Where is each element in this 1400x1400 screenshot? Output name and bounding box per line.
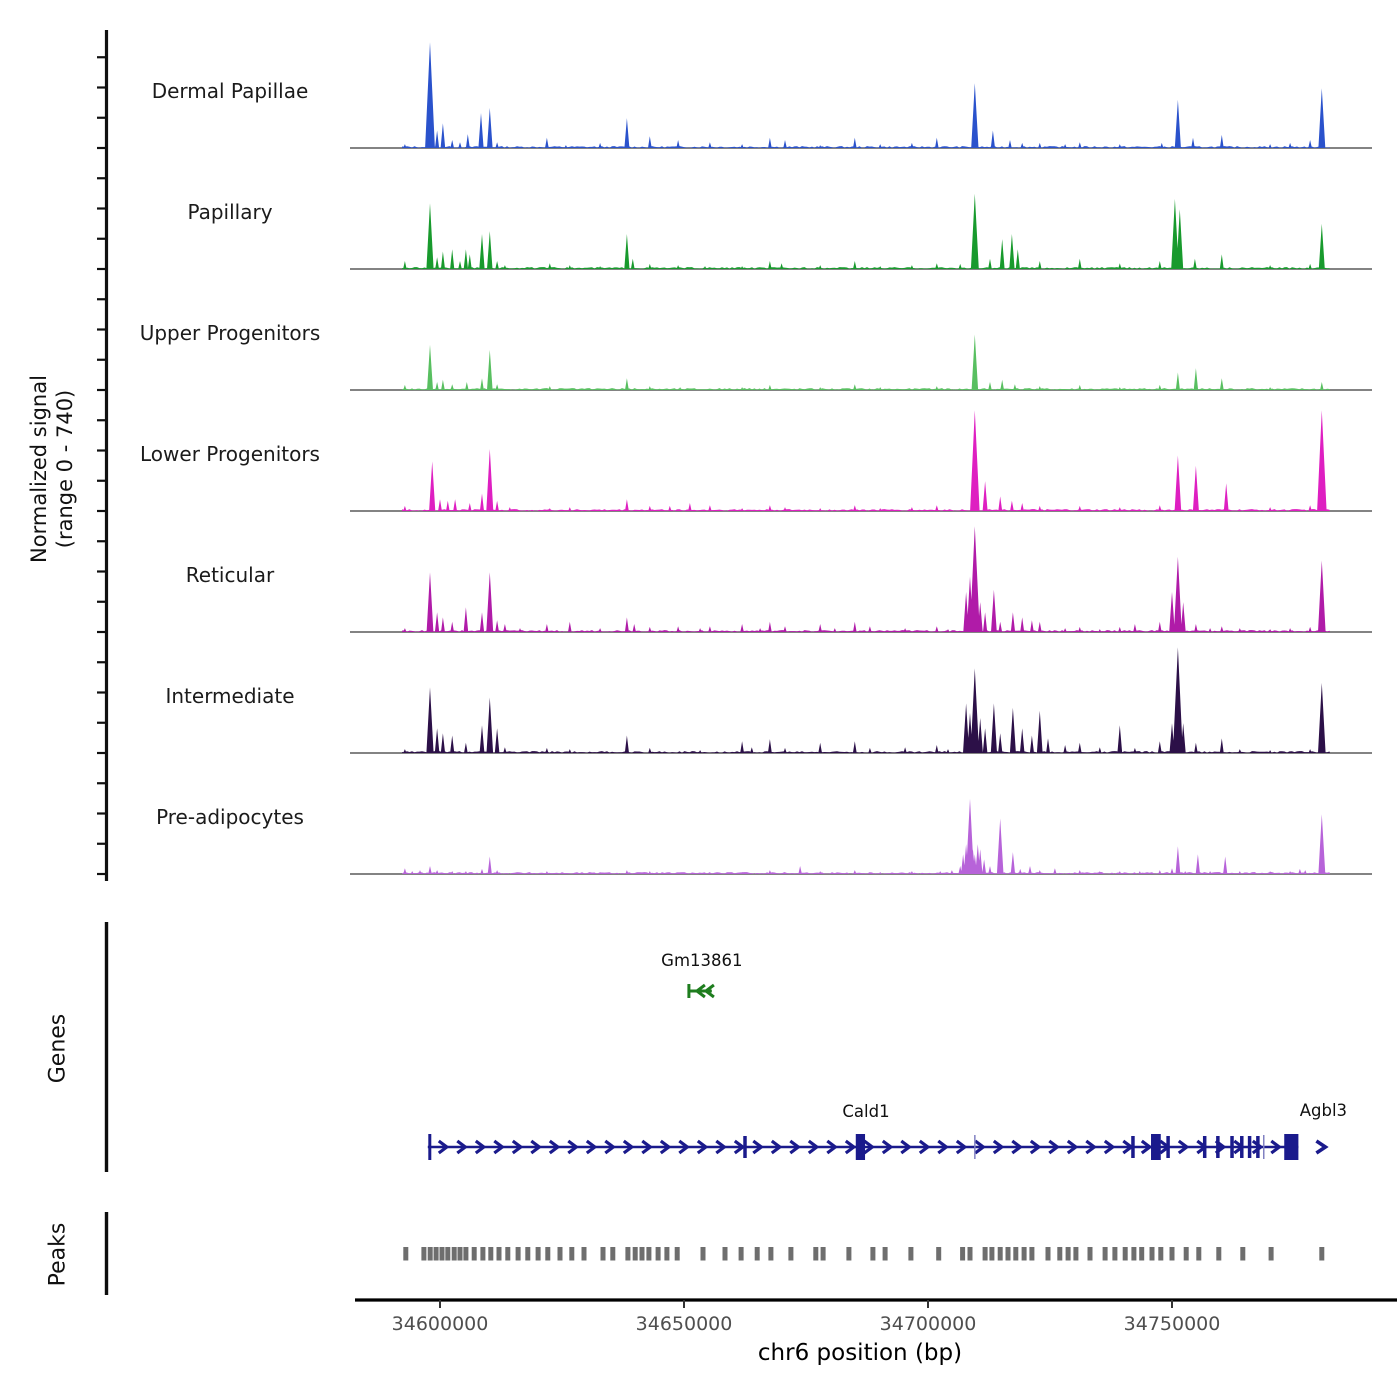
peak-region-bar [960, 1247, 965, 1261]
peak-region-bar [1131, 1247, 1136, 1261]
peak-region-bar [403, 1247, 408, 1261]
peak-region-bar [440, 1247, 445, 1261]
peak-region-bar [1057, 1247, 1062, 1261]
peak-region-bar [1216, 1247, 1221, 1261]
peak-region-bar [516, 1247, 521, 1261]
peak-region-bar [723, 1247, 728, 1261]
peak-region-bar [601, 1247, 606, 1261]
peak-region-bar [983, 1247, 988, 1261]
peaks-section-title: Peaks [45, 1222, 71, 1287]
signal-area [402, 410, 1330, 511]
signal-track-dermal-papillae [350, 42, 1372, 148]
peak-region-bar [480, 1247, 485, 1261]
peak-region-bar [525, 1247, 530, 1261]
y-axis-title-line2: (range 0 - 740) [53, 389, 77, 549]
track-label-lower-progenitors: Lower Progenitors [140, 442, 320, 466]
peak-region-bar [463, 1247, 468, 1261]
peak-region-bar [582, 1247, 587, 1261]
peak-region-bar [1022, 1247, 1027, 1261]
peak-region-bar [870, 1247, 875, 1261]
signal-area [402, 526, 1330, 632]
peak-region-bar [1150, 1247, 1155, 1261]
peaks-track [403, 1247, 1324, 1261]
peak-region-bar [472, 1247, 477, 1261]
peak-region-bar [1123, 1247, 1128, 1261]
gene-glyph-cald1 [428, 1102, 1299, 1160]
peak-region-bar [458, 1247, 463, 1261]
peak-region-bar [821, 1247, 826, 1261]
peak-region-bar [813, 1247, 818, 1261]
gene-glyph-gm13861 [661, 951, 742, 998]
peak-region-bar [1319, 1247, 1324, 1261]
x-axis-title: chr6 position (bp) [757, 1340, 963, 1366]
gene-label-cald1: Cald1 [842, 1102, 890, 1121]
gene-label-gm13861: Gm13861 [661, 951, 743, 970]
peak-region-bar [675, 1247, 680, 1261]
peak-region-bar [421, 1247, 426, 1261]
signal-track-upper-progenitors [350, 335, 1372, 391]
signal-area [402, 42, 1330, 148]
peak-region-bar [1269, 1247, 1274, 1261]
x-tick-label: 34700000 [879, 1313, 977, 1335]
x-tick-label: 34600000 [391, 1313, 489, 1335]
track-label-dermal-papillae: Dermal Papillae [151, 79, 309, 103]
peak-region-bar [505, 1247, 510, 1261]
peak-region-bar [1139, 1247, 1144, 1261]
peak-region-bar [701, 1247, 706, 1261]
signal-track-lower-progenitors [350, 410, 1372, 511]
peak-region-bar [768, 1247, 773, 1261]
peak-region-bar [908, 1247, 913, 1261]
peak-region-bar [936, 1247, 941, 1261]
peak-region-bar [1073, 1247, 1078, 1261]
x-tick-label: 34750000 [1123, 1313, 1221, 1335]
peak-region-bar [1158, 1247, 1163, 1261]
peak-region-bar [633, 1247, 638, 1261]
peak-region-bar [739, 1247, 744, 1261]
peak-region-bar [452, 1247, 457, 1261]
signal-area [402, 647, 1330, 753]
y-axis-title [26, 269, 78, 669]
peak-region-bar [545, 1247, 550, 1261]
signal-area [402, 335, 1330, 391]
peak-region-bar [610, 1247, 615, 1261]
peak-region-bar [1066, 1247, 1071, 1261]
track-label-papillary: Papillary [187, 200, 273, 224]
peak-region-bar [846, 1247, 851, 1261]
gene-label-agbl3: Agbl3 [1299, 1101, 1348, 1120]
peak-region-bar [1196, 1247, 1201, 1261]
peak-region-bar [1029, 1247, 1034, 1261]
peak-region-bar [968, 1247, 973, 1261]
track-label-upper-progenitors: Upper Progenitors [139, 321, 321, 345]
x-tick-label: 34650000 [635, 1313, 733, 1335]
gene-glyph-agbl3 [1300, 1101, 1347, 1153]
peak-region-bar [1240, 1247, 1245, 1261]
peak-region-bar [1103, 1247, 1108, 1261]
peak-region-bar [1184, 1247, 1189, 1261]
peak-region-bar [664, 1247, 669, 1261]
signal-track-papillary [350, 194, 1372, 269]
peak-region-bar [569, 1247, 574, 1261]
y-axis-title-line1: Normalized signal [27, 375, 51, 563]
exon-block [1151, 1134, 1161, 1160]
peak-region-bar [883, 1247, 888, 1261]
genes-section-title: Genes [45, 1013, 71, 1084]
peak-region-bar [428, 1247, 433, 1261]
signal-area [402, 799, 1330, 874]
signal-area [402, 194, 1330, 269]
peak-region-bar [497, 1247, 502, 1261]
peak-region-bar [656, 1247, 661, 1261]
peak-region-bar [536, 1247, 541, 1261]
peak-region-bar [558, 1247, 563, 1261]
peak-region-bar [755, 1247, 760, 1261]
signal-track-pre-adipocytes [350, 799, 1372, 874]
track-label-intermediate: Intermediate [165, 684, 295, 708]
exon-block [856, 1134, 865, 1160]
peak-region-bar [989, 1247, 994, 1261]
peak-region-bar [998, 1247, 1003, 1261]
peak-region-bar [1088, 1247, 1093, 1261]
peak-region-bar [646, 1247, 651, 1261]
track-label-pre-adipocytes: Pre-adipocytes [156, 805, 304, 829]
track-label-reticular: Reticular [185, 563, 275, 587]
signal-track-reticular [350, 526, 1372, 632]
peak-region-bar [488, 1247, 493, 1261]
peak-region-bar [1046, 1247, 1051, 1261]
peak-region-bar [434, 1247, 439, 1261]
peak-region-bar [445, 1247, 450, 1261]
exon-block [1284, 1134, 1298, 1160]
peak-region-bar [788, 1247, 793, 1261]
peak-region-bar [1170, 1247, 1175, 1261]
peak-region-bar [640, 1247, 645, 1261]
peak-region-bar [1112, 1247, 1117, 1261]
peak-region-bar [625, 1247, 630, 1261]
x-axis [355, 1300, 1397, 1335]
signal-track-intermediate [350, 647, 1372, 753]
peak-region-bar [1006, 1247, 1011, 1261]
peak-region-bar [1013, 1247, 1018, 1261]
